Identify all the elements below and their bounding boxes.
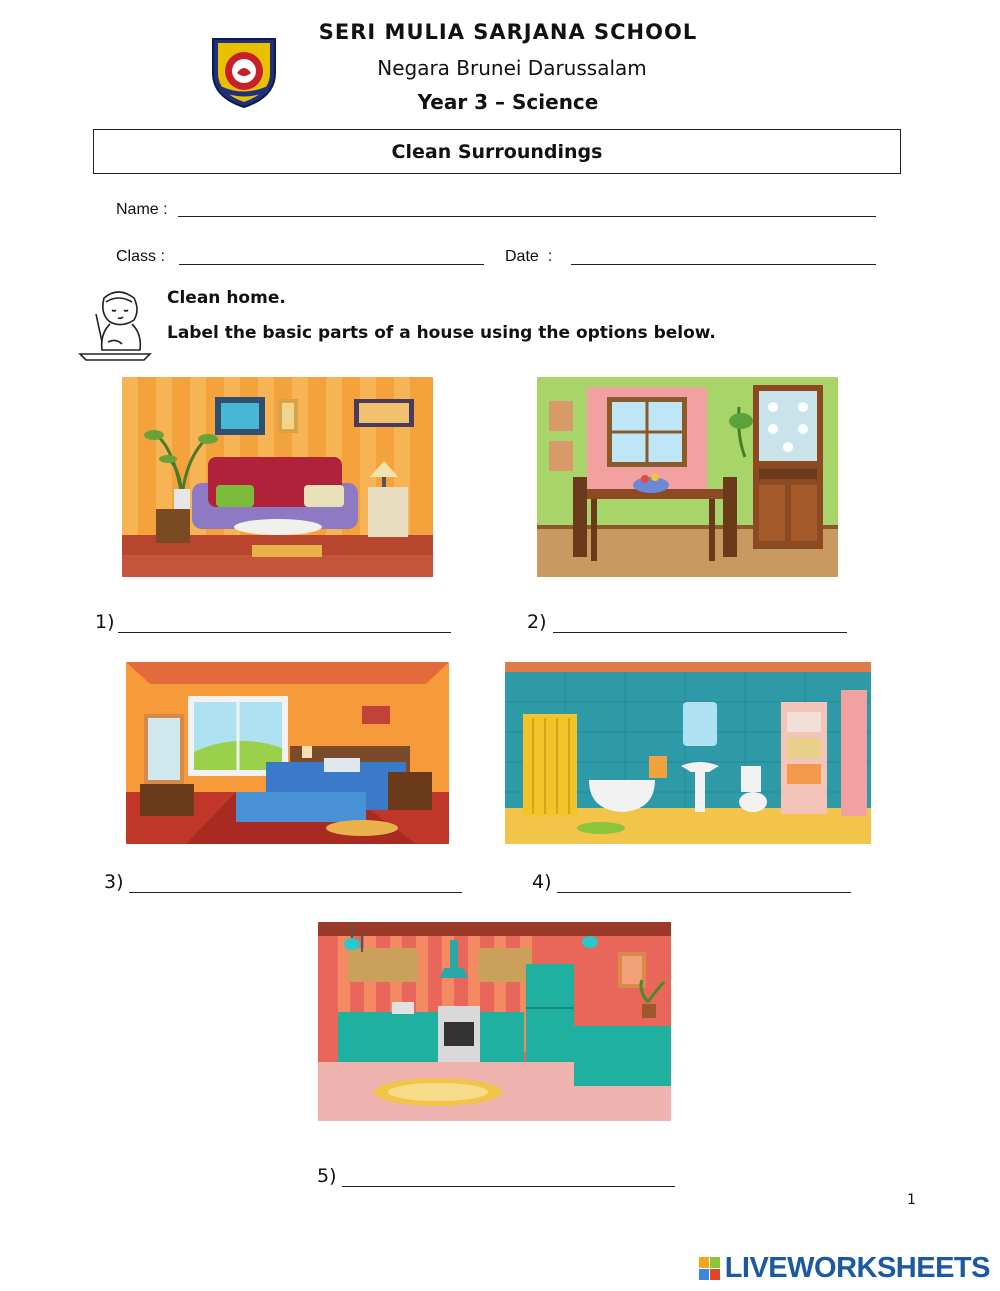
bathroom-picture (505, 662, 871, 844)
liveworksheets-logo (699, 1252, 990, 1285)
living-room-picture (122, 377, 433, 577)
answer-2-number: 2) (527, 611, 547, 633)
answer-5-field[interactable] (342, 1186, 675, 1187)
class-field[interactable] (179, 264, 484, 265)
school-name: SERI MULIA SARJANA SCHOOL (318, 20, 698, 44)
kitchen-picture (318, 922, 671, 1121)
date-field[interactable] (571, 264, 876, 265)
answer-4-field[interactable] (557, 892, 851, 893)
page-number: 1 (907, 1192, 916, 1208)
worksheet-title-text: Clean Surroundings (391, 140, 603, 163)
name-field[interactable] (178, 216, 876, 217)
liveworksheets-logo-icon (699, 1257, 721, 1281)
dining-room-picture (537, 377, 838, 577)
answer-4-number: 4) (532, 871, 552, 893)
date-label: Date : (505, 248, 553, 265)
answer-1-number: 1) (95, 611, 115, 633)
bedroom-picture (126, 662, 449, 844)
answer-1-field[interactable] (118, 632, 451, 633)
thinking-girl-icon (78, 284, 154, 364)
worksheet-title (93, 129, 901, 174)
class-label: Class : (116, 248, 165, 265)
answer-3-number: 3) (104, 871, 124, 893)
answer-3-field[interactable] (129, 892, 462, 893)
instruction-line-1: Clean home. (167, 288, 286, 308)
worksheet-subject: Year 3 – Science (417, 90, 599, 114)
instruction-line-2: Label the basic parts of a house using the options below. (167, 323, 716, 343)
answer-5-number: 5) (317, 1165, 337, 1187)
answer-2-field[interactable] (553, 632, 847, 633)
name-label: Name : (116, 201, 168, 218)
school-country: Negara Brunei Darussalam (377, 56, 647, 80)
liveworksheets-brand-text: LIVEWORKSHEETS (724, 1252, 990, 1284)
